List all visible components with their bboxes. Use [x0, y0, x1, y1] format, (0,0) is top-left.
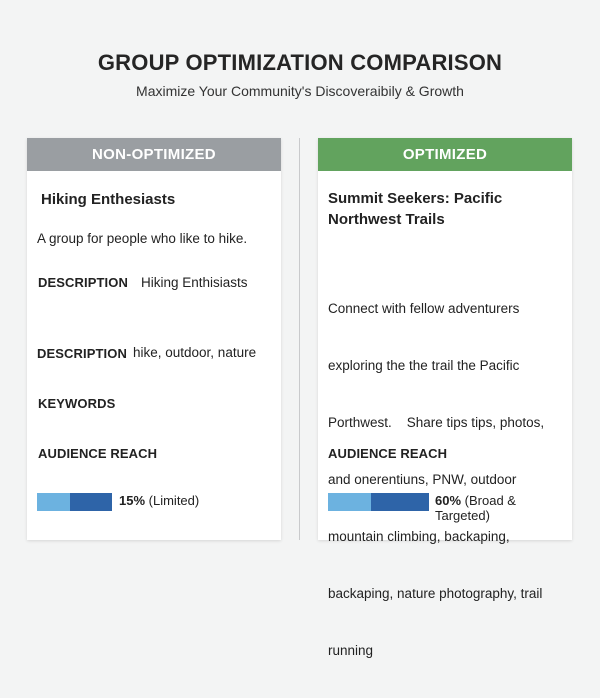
group-name: Hiking Enthesiasts [41, 191, 176, 208]
reach-bar-dark-segment [70, 493, 112, 511]
description-line: running [328, 643, 374, 658]
description-line: mountain climbing, backaping, [328, 529, 510, 544]
audience-reach-label: AUDIENCE REACH [328, 446, 448, 461]
group-name-line-2: Northwest Trails [328, 211, 445, 228]
keywords-value: hike, outdoor, nature [133, 345, 257, 360]
reach-bar-dark-segment [371, 493, 429, 511]
column-divider [299, 138, 300, 540]
audience-reach-bar [37, 493, 112, 511]
audience-reach-value [119, 493, 199, 508]
group-name-line-1: Summit Seekers: Pacific [328, 190, 503, 207]
description-line: and onerentiuns, PNW, outdoor [328, 472, 517, 487]
description-line: Porthwest. Share tips tips, photos, [328, 415, 545, 430]
optimized-header: OPTIMIZED [318, 138, 572, 171]
description-line: exploring the the trail the Pacific [328, 358, 520, 373]
description-line: backaping, nature photography, trail [328, 586, 543, 601]
optimized-card [318, 138, 572, 658]
reach-note: (Limited) [148, 493, 200, 508]
non-optimized-header: NON-OPTIMIZED [27, 138, 281, 171]
audience-reach-label: AUDIENCE REACH [38, 446, 158, 461]
reach-bar-light-segment [37, 493, 70, 511]
page-subtitle: Maximize Your Community's Discoveraibily & Growth [136, 83, 464, 99]
description-value: Hiking Enthisiasts [141, 275, 248, 290]
group-name [328, 188, 502, 230]
audience-reach-bar [328, 493, 429, 511]
page-title: GROUP OPTIMIZATION COMPARISON [97, 50, 503, 75]
reach-percent: 15% [119, 493, 146, 508]
group-description [328, 261, 544, 698]
group-tagline: A group for people who like to hike. [37, 231, 248, 246]
description-line: Connect with fellow adventurers [328, 301, 520, 316]
description-label-2: DESCRIPTION [37, 346, 127, 361]
description-label: DESCRIPTION [38, 275, 128, 290]
reach-note: (Broad & Targeted) [435, 493, 516, 523]
reach-bar-light-segment [328, 493, 371, 511]
audience-reach-value [435, 493, 572, 523]
reach-percent: 60% [435, 493, 462, 508]
keywords-label: KEYWORDS [38, 396, 116, 411]
non-optimized-card [27, 138, 281, 540]
